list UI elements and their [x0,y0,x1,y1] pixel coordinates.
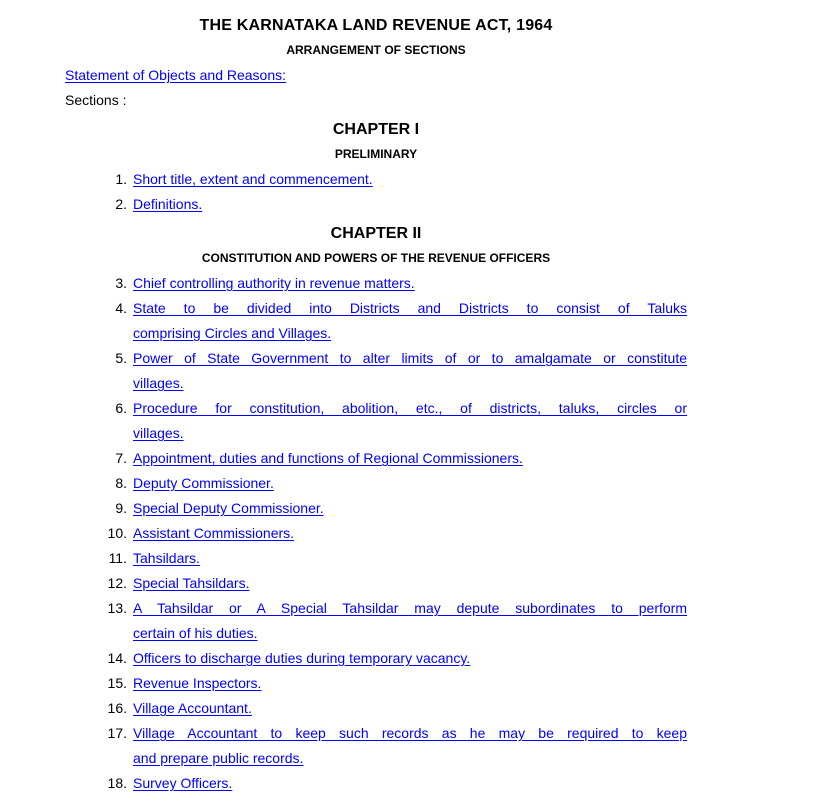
document-content [65,13,687,796]
section-link[interactable] [133,646,687,671]
section-link[interactable] [133,471,687,496]
chapter-heading: CHAPTER I [332,121,420,138]
section-link[interactable] [133,167,687,192]
chapter [65,221,687,796]
section-link[interactable] [133,271,687,296]
section-number: 12. [107,575,127,591]
section-link[interactable] [133,721,687,771]
section-item [65,192,687,217]
section-link[interactable] [133,446,687,471]
section-link-line: Appointment, duties and functions of Regional Commissioners. [133,450,523,466]
chapters [65,117,687,796]
section-link-line: Chief controlling authority in revenue matters. [133,275,415,291]
section-link-line: Survey Officers. [133,775,233,791]
chapter-subheading: PRELIMINARY [334,147,418,161]
section-item [65,546,687,571]
section-link[interactable] [133,192,687,217]
section-number: 11. [108,550,127,566]
section-item [65,596,687,646]
section-item [65,571,687,596]
section-number: 4. [115,300,127,316]
statement-of-objects-link[interactable]: Statement of Objects and Reasons: [65,67,287,83]
section-link-line: Short title, extent and commencement. [133,171,373,187]
section-number: 8. [115,475,127,491]
section-number: 10. [107,525,127,541]
section-link[interactable] [133,771,687,796]
section-list [65,271,687,796]
section-link-line: Officers to discharge duties during temporary vacancy. [133,650,471,666]
section-item [65,271,687,296]
section-link-line: villages. [133,425,184,441]
section-item [65,646,687,671]
section-item [65,771,687,796]
section-number: 14. [107,650,127,666]
section-item [65,471,687,496]
section-item [65,296,687,346]
section-link-line: certain of his duties. [133,625,258,641]
section-link[interactable] [133,521,687,546]
section-link-line: A Tahsildar or A Special Tahsildar may depute subordinates to perform [133,600,687,616]
section-link-line: villages. [133,375,184,391]
section-number: 6. [115,400,127,416]
section-item [65,167,687,192]
section-link[interactable] [133,671,687,696]
section-link[interactable] [133,596,687,646]
section-number: 7. [115,450,127,466]
section-item [65,446,687,471]
section-number: 17. [107,725,127,741]
sections-label: Sections : [65,92,127,108]
section-link-line: comprising Circles and Villages. [133,325,332,341]
section-number: 1. [115,171,127,187]
section-link-line: Power of State Government to alter limits of or to amalgamate or constitute [133,350,687,366]
section-number: 16. [107,700,127,716]
section-link-line: Revenue Inspectors. [133,675,262,691]
section-item [65,396,687,446]
section-link[interactable] [133,296,687,346]
document-subtitle: ARRANGEMENT OF SECTIONS [286,43,466,57]
section-item [65,721,687,771]
chapter-subheading: CONSTITUTION AND POWERS OF THE REVENUE OFFICERS [201,251,551,265]
section-number: 2. [115,196,127,212]
section-link[interactable] [133,546,687,571]
section-number: 5. [115,350,127,366]
section-link-line: Procedure for constitution, abolition, etc., of districts, taluks, circles or [133,400,687,416]
section-link[interactable] [133,396,687,446]
chapter [65,117,687,217]
section-item [65,496,687,521]
section-link-line: State to be divided into Districts and Districts to consist of Taluks [133,300,687,316]
section-link-line: Village Accountant. [133,700,252,716]
section-link[interactable] [133,496,687,521]
statement-line [65,63,687,88]
section-number: 3. [115,275,127,291]
section-number: 9. [115,500,127,516]
section-item [65,696,687,721]
section-link-line: Special Deputy Commissioner. [133,500,324,516]
section-link-line: and prepare public records. [133,750,304,766]
section-number: 15. [107,675,127,691]
section-item [65,671,687,696]
document-title: THE KARNATAKA LAND REVENUE ACT, 1964 [199,17,553,34]
section-link[interactable] [133,696,687,721]
section-link[interactable] [133,571,687,596]
section-list [65,167,687,217]
section-link-line: Deputy Commissioner. [133,475,274,491]
section-link-line: Tahsildars. [133,550,200,566]
chapter-heading: CHAPTER II [330,225,422,242]
section-link-line: Definitions. [133,196,203,212]
section-item [65,346,687,396]
section-link-line: Assistant Commissioners. [133,525,295,541]
section-link-line: Special Tahsildars. [133,575,250,591]
section-item [65,521,687,546]
section-number: 18. [107,775,127,791]
section-link-line: Village Accountant to keep such records as he may be required to keep [133,725,687,741]
section-number: 13. [107,600,127,616]
section-link[interactable] [133,346,687,396]
